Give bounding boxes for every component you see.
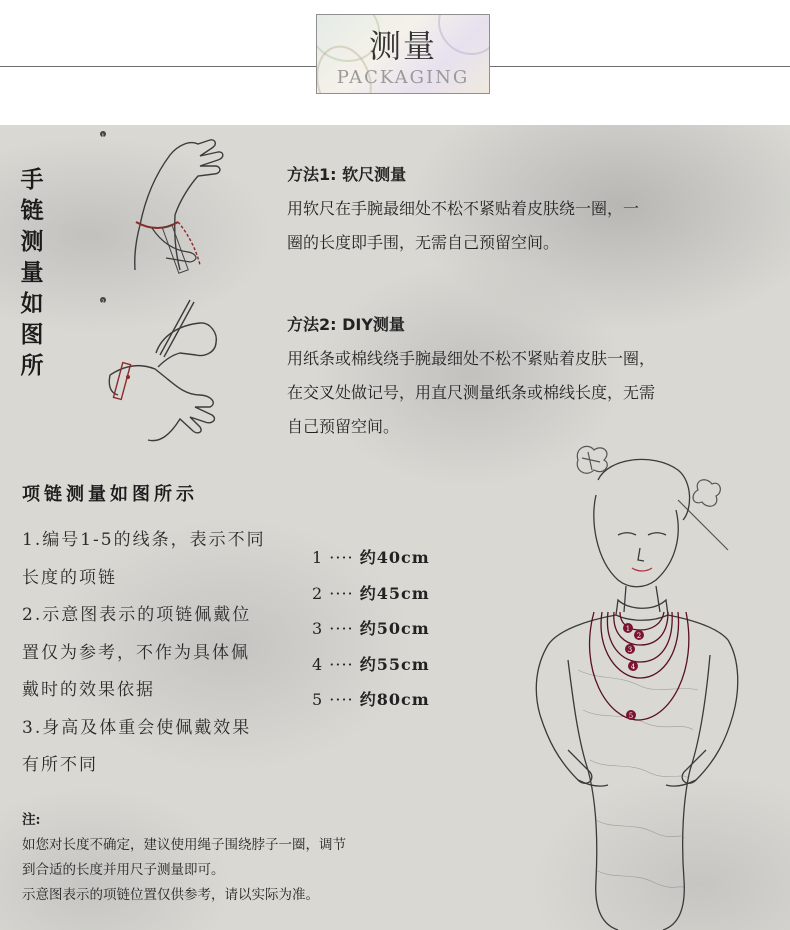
note-line: 有所不同 (22, 755, 98, 775)
necklace-marker: 3 (627, 646, 633, 654)
vertical-title-char: 如 (20, 291, 44, 317)
wrist-strip-illustration (100, 295, 240, 445)
method1-block (287, 158, 747, 260)
method1-line: 圈的长度即手围，无需自己预留空间。 (287, 233, 560, 252)
length-value: 约40cm (359, 548, 430, 567)
bracelet-vertical-title (18, 165, 46, 382)
method2-block (287, 308, 767, 444)
header-subtitle: PACKAGING (336, 67, 470, 88)
method2-title: 方法2: DIY测量 (287, 315, 405, 334)
note-line: 3.身高及体重会使佩戴效果 (22, 717, 252, 738)
method2-line: 用纸条或棉线绕手腕最细处不松不紧贴着皮肤一圈， (287, 349, 656, 368)
step-marker: 2 (101, 299, 105, 305)
hair-ornament-icon (577, 446, 728, 550)
length-number: 3 (312, 619, 324, 638)
necklace-marker: 2 (636, 632, 642, 640)
length-value: 约80cm (359, 690, 430, 709)
necklace-marker: 5 (628, 712, 634, 720)
length-dots: ···· (329, 548, 354, 567)
woman-necklace-illustration (478, 440, 790, 930)
method1-line: 用软尺在手腕最细处不松不紧贴着皮肤绕一圈，一 (287, 199, 640, 218)
length-value: 约55cm (359, 654, 430, 674)
vertical-title-char: 测 (20, 229, 44, 255)
length-row (312, 682, 497, 718)
footnote-line: 如您对长度不确定，建议使用绳子围绕脖子一圈，调节 (22, 837, 346, 853)
necklace-marker: 4 (630, 663, 636, 671)
vertical-title-char: 手 (20, 167, 44, 193)
header-badge (316, 14, 490, 94)
length-row (312, 576, 497, 612)
footnote (22, 808, 492, 908)
footnote-line: 到合适的长度并用尺子测量即可。 (22, 862, 225, 878)
length-value: 约45cm (359, 583, 430, 603)
length-number: 5 (312, 690, 324, 709)
length-dots: ···· (329, 619, 354, 638)
length-row (312, 540, 497, 576)
vertical-title-char: 量 (20, 260, 44, 286)
necklace-section-title: 项链测量如图所示 (22, 484, 198, 505)
length-number: 1 (312, 548, 324, 567)
note-line: 置仅为参考，不作为具体佩 (22, 642, 250, 663)
header-title: 测量 (368, 27, 437, 65)
length-row (312, 611, 497, 647)
note-line: 长度的项链 (22, 567, 117, 588)
necklace-length-list (312, 540, 497, 718)
length-number: 4 (312, 654, 324, 674)
step-marker: 1 (101, 133, 105, 139)
length-value: 约50cm (359, 619, 430, 638)
note-line: 1.编号1-5的线条，表示不同 (22, 530, 266, 550)
length-dots: ···· (329, 690, 354, 709)
vertical-title-char: 链 (20, 198, 44, 224)
note-line: 戴时的效果依据 (22, 680, 155, 700)
note-line: 2.示意图表示的项链佩戴位 (22, 605, 252, 625)
footnote-title: 注: (22, 812, 41, 828)
length-dots: ···· (329, 583, 354, 603)
length-row (312, 647, 497, 683)
footnote-line: 示意图表示的项链位置仅供参考，请以实际为准。 (22, 887, 319, 903)
length-number: 2 (312, 583, 324, 603)
method1-title: 方法1: 软尺测量 (287, 165, 407, 184)
vertical-title-char: 所 (20, 353, 44, 379)
vertical-title-char: 图 (20, 322, 44, 348)
necklace-notes (22, 522, 307, 785)
method2-line: 在交叉处做记号，用直尺测量纸条或棉线长度，无需 (287, 383, 656, 402)
necklace-marker: 1 (625, 625, 631, 633)
method2-line: 自己预留空间。 (287, 417, 400, 436)
wrist-tape-illustration (100, 130, 240, 280)
length-dots: ···· (329, 654, 354, 674)
